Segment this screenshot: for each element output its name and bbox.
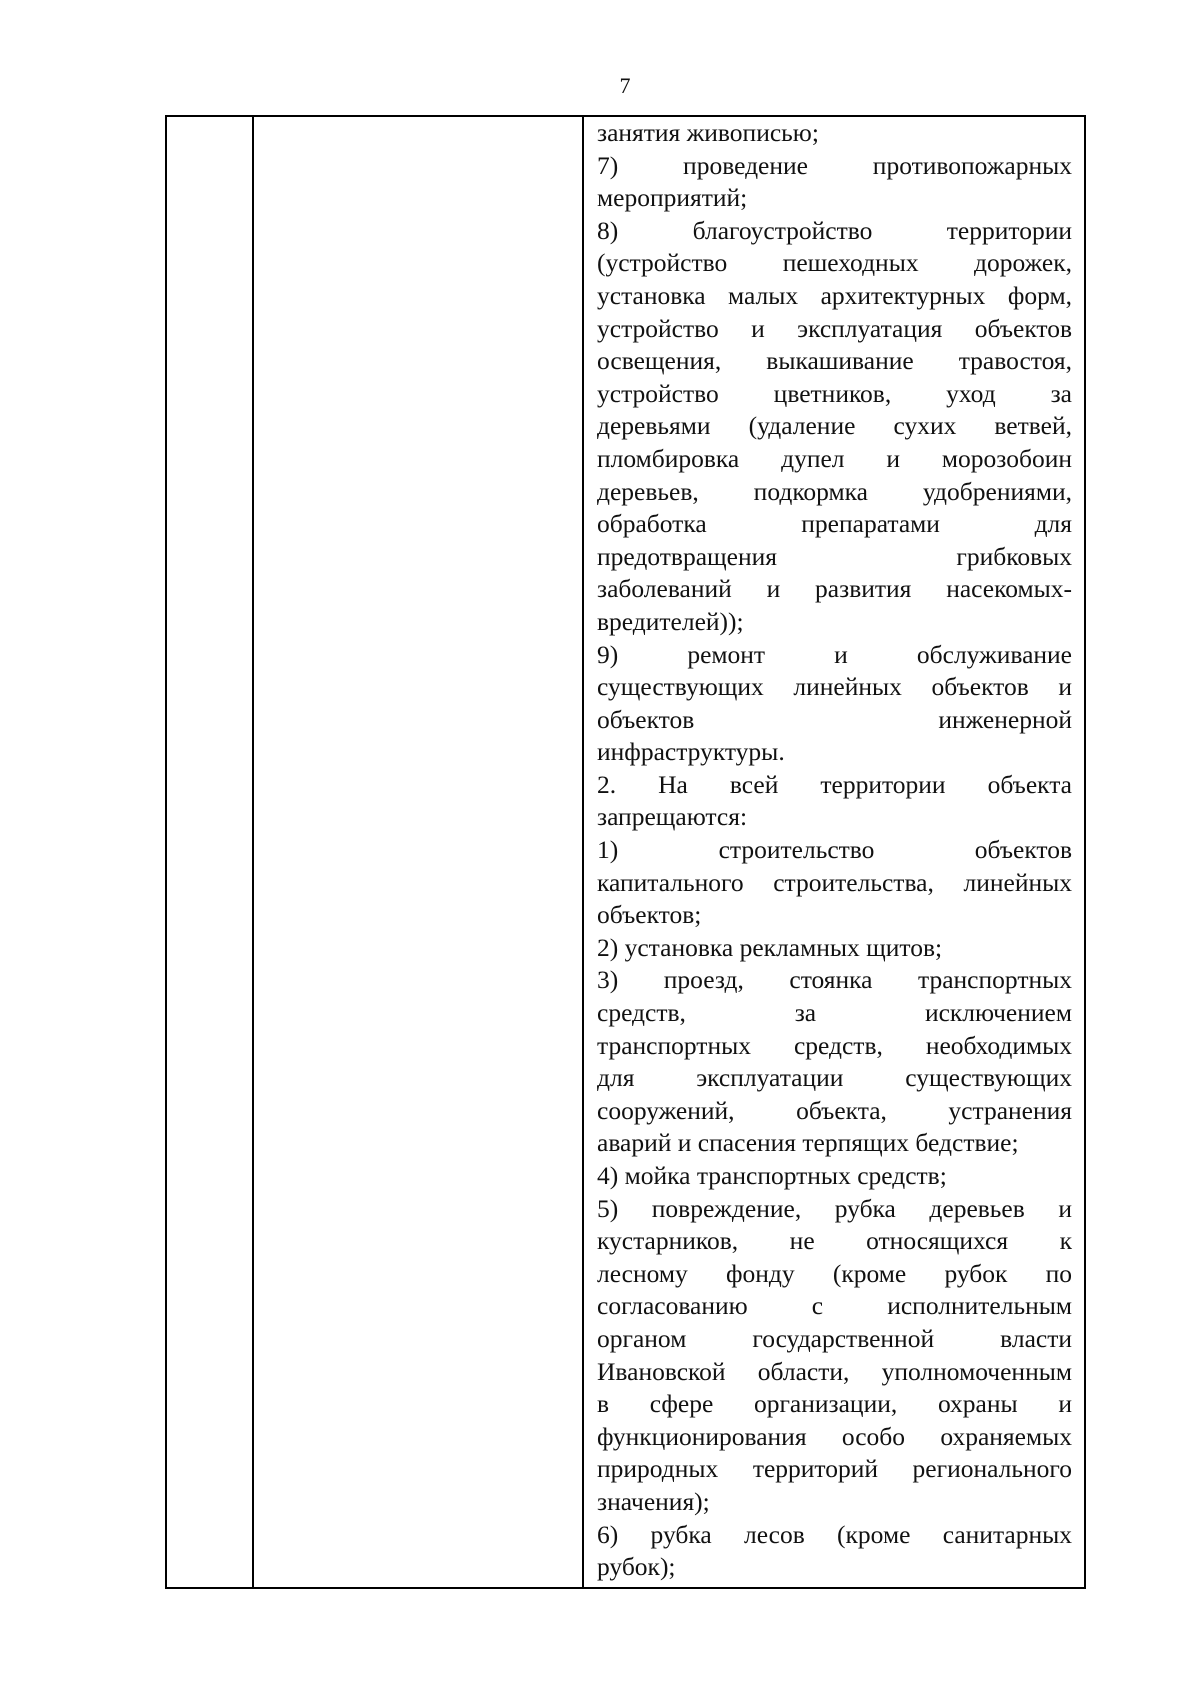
text-line: органом государственной власти bbox=[597, 1323, 1072, 1353]
text-line: средств, за исключением bbox=[597, 998, 1072, 1028]
page-number: 7 bbox=[619, 73, 631, 98]
text-line: согласованию с исполнительным bbox=[597, 1291, 1072, 1321]
text-line: 8) благоустройство территории bbox=[597, 215, 1072, 245]
text-line: 3) проезд, стоянка транспортных bbox=[597, 965, 1072, 995]
text-line: значения); bbox=[597, 1486, 710, 1516]
text-line: аварий и спасения терпящих бедствие; bbox=[597, 1128, 1019, 1158]
column-divider-2 bbox=[582, 117, 584, 1587]
text-line: 5) повреждение, рубка деревьев и bbox=[597, 1193, 1072, 1223]
text-line: освещения, выкашивание травостоя, bbox=[597, 346, 1072, 376]
text-line: сооружений, объекта, устранения bbox=[597, 1095, 1072, 1125]
text-line: существующих линейных объектов и bbox=[597, 672, 1072, 702]
text-line: объектов инженерной bbox=[597, 704, 1072, 734]
text-line: рубок); bbox=[597, 1552, 676, 1582]
text-line: Ивановской области, уполномоченным bbox=[597, 1356, 1072, 1386]
text-line: природных территорий регионального bbox=[597, 1454, 1072, 1484]
text-line: 7) проведение противопожарных bbox=[597, 150, 1072, 180]
text-line: мероприятий; bbox=[597, 183, 748, 213]
text-line: 1) строительство объектов bbox=[597, 835, 1072, 865]
text-line: занятия живописью; bbox=[597, 118, 819, 147]
text-line: устройство и эксплуатация объектов bbox=[597, 313, 1072, 343]
text-line: капитального строительства, линейных bbox=[597, 867, 1072, 897]
text-line: (устройство пешеходных дорожек, bbox=[597, 248, 1072, 278]
text-line: запрещаются: bbox=[597, 802, 748, 832]
text-line: 6) рубка лесов (кроме санитарных bbox=[597, 1519, 1072, 1549]
text-line: лесному фонду (кроме рубок по bbox=[597, 1258, 1072, 1288]
text-line: транспортных средств, необходимых bbox=[597, 1030, 1072, 1060]
text-line: в сфере организации, охраны и bbox=[597, 1389, 1072, 1419]
text-line: заболеваний и развития насекомых- bbox=[597, 574, 1072, 604]
text-line: функционирования особо охраняемых bbox=[597, 1421, 1072, 1451]
text-line: деревьями (удаление сухих ветвей, bbox=[597, 411, 1072, 441]
text-line: обработка препаратами для bbox=[597, 509, 1072, 539]
document-table bbox=[165, 115, 1086, 1589]
text-line: для эксплуатации существующих bbox=[597, 1063, 1072, 1093]
column-divider-1 bbox=[252, 117, 254, 1587]
table-cell-regime-text bbox=[597, 117, 1072, 1584]
text-line: 2. На всей территории объекта bbox=[597, 769, 1072, 799]
text-line: вредителей)); bbox=[597, 606, 744, 636]
text-line: деревьев, подкормка удобрениями, bbox=[597, 476, 1072, 506]
text-line: установка малых архитектурных форм, bbox=[597, 280, 1072, 310]
text-line: объектов; bbox=[597, 900, 702, 930]
text-line: 4) мойка транспортных средств; bbox=[597, 1161, 947, 1190]
text-line: предотвращения грибковых bbox=[597, 541, 1072, 571]
text-line: кустарников, не относящихся к bbox=[597, 1226, 1072, 1256]
text-line: устройство цветников, уход за bbox=[597, 378, 1072, 408]
text-line: 2) установка рекламных щитов; bbox=[597, 932, 943, 962]
text-line: 9) ремонт и обслуживание bbox=[597, 639, 1072, 669]
text-line: пломбировка дупел и морозобоин bbox=[597, 443, 1072, 473]
text-line: инфраструктуры. bbox=[597, 737, 785, 767]
